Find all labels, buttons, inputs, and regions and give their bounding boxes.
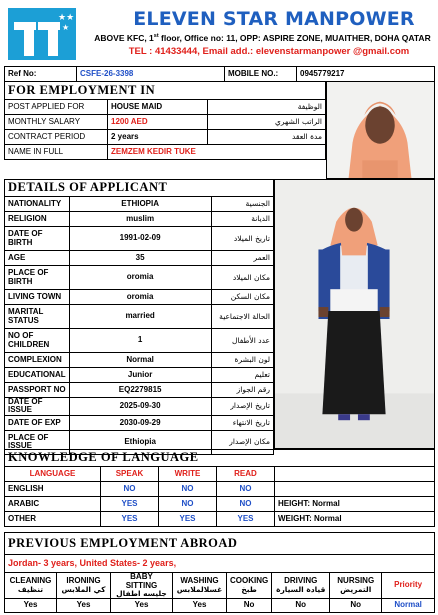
detail-row: NATIONALITY ETHIOPIA الجنسية <box>5 197 274 212</box>
eleven-star-logo <box>8 8 76 60</box>
detail-row: PLACE OF ISSUE Ethiopia مكان الإصدار <box>5 430 274 454</box>
applicant-name: ZEMZEM KEDIR TUKE <box>108 145 326 160</box>
cv-page <box>4 2 435 613</box>
detail-row: PASSPORT NO EQ2279815 رقم الجواز <box>5 383 274 398</box>
skills-table <box>4 572 435 613</box>
skills-header-row: CLEANING تنظيف IRONING كي الملابس BABY SITTING جليسه اطفال WASHING غسلالملابس COOKING طبخ DRIVING قيادة السيارة NURSING التمريض Priority <box>5 573 435 599</box>
priority-value: Normal <box>382 599 435 613</box>
letterhead <box>4 2 435 66</box>
height-value: HEIGHT: Normal <box>275 497 435 512</box>
employment-row: CONTRACT PERIOD 2 years مدة العقد <box>5 130 326 145</box>
reference-row <box>4 66 435 82</box>
previous-text: Jordan- 3 years, United States- 2 years, <box>5 555 435 573</box>
employment-row: POST APPLIED FOR HOUSE MAID الوظيفة <box>5 100 326 115</box>
skills-value-row: Yes Yes Yes Yes No No No Normal <box>5 599 435 613</box>
applicant-portrait-photo <box>326 81 435 179</box>
previous-title: PREVIOUS EMPLOYMENT ABROAD <box>5 533 435 555</box>
detail-row: PLACE OF BIRTH oromia مكان الميلاد <box>5 266 274 290</box>
detail-row: DATE OF BIRTH 1991-02-09 تاريخ الميلاد <box>5 227 274 251</box>
detail-row: MARITAL STATUS married الحالة الاجتماعية <box>5 305 274 329</box>
mobile-label: MOBILE NO.: <box>225 67 297 82</box>
employment-title: FOR EMPLOYMENT IN <box>5 82 326 100</box>
applicant-full-body-photo <box>274 179 435 449</box>
priority-header: Priority <box>382 573 435 599</box>
language-header-row: LANGUAGE SPEAK WRITE READ <box>5 467 435 482</box>
employment-table <box>4 81 326 160</box>
detail-row: RELIGION muslim الديانة <box>5 212 274 227</box>
details-title: DETAILS OF APPLICANT <box>5 180 274 197</box>
detail-row: LIVING TOWN oromia مكان السكن <box>5 290 274 305</box>
language-title: KNOWLEDGE OF LANGUAGE <box>5 450 435 467</box>
previous-employment-table <box>4 532 435 573</box>
weight-value: WEIGHT: Normal <box>275 512 435 527</box>
employment-row: MONTHLY SALARY 1200 AED الراتب الشهري <box>5 115 326 130</box>
language-row: ENGLISH NO NO NO <box>5 482 435 497</box>
detail-row: COMPLEXION Normal لون البشرة <box>5 353 274 368</box>
language-table <box>4 449 435 527</box>
detail-row: DATE OF ISSUE 2025-09-30 تاريخ الإصدار <box>5 398 274 416</box>
ref-label: Ref No: <box>5 67 77 82</box>
mobile-value: 0945779217 <box>297 67 435 82</box>
company-address: ABOVE KFC, 1st floor, Office no: 11, OPP: ASPIRE ZONE, MUAITHER, DOHA QATAR <box>94 33 431 43</box>
detail-row: DATE OF EXP 2030-09-29 تاريخ الانتهاء <box>5 415 274 430</box>
detail-row: NO OF CHILDREN 1 عدد الأطفال <box>5 329 274 353</box>
employment-row: NAME IN FULL ZEMZEM KEDIR TUKE <box>5 145 326 160</box>
company-contact: TEL : 41433444, Email add.: elevenstarmanpower @gmail.com <box>128 46 410 57</box>
language-row: OTHER YES YES YES WEIGHT: Normal <box>5 512 435 527</box>
detail-row: EDUCATIONAL Junior تعليم <box>5 368 274 383</box>
svg-text:★: ★ <box>62 23 70 32</box>
svg-text:★★: ★★ <box>58 13 75 23</box>
language-row: ARABIC YES NO NO HEIGHT: Normal <box>5 497 435 512</box>
applicant-details-table <box>4 179 274 455</box>
ref-value: CSFE-26-3398 <box>77 67 225 82</box>
company-name: ELEVEN STAR MANPOWER <box>133 8 415 30</box>
detail-row: AGE 35 العمر <box>5 251 274 266</box>
